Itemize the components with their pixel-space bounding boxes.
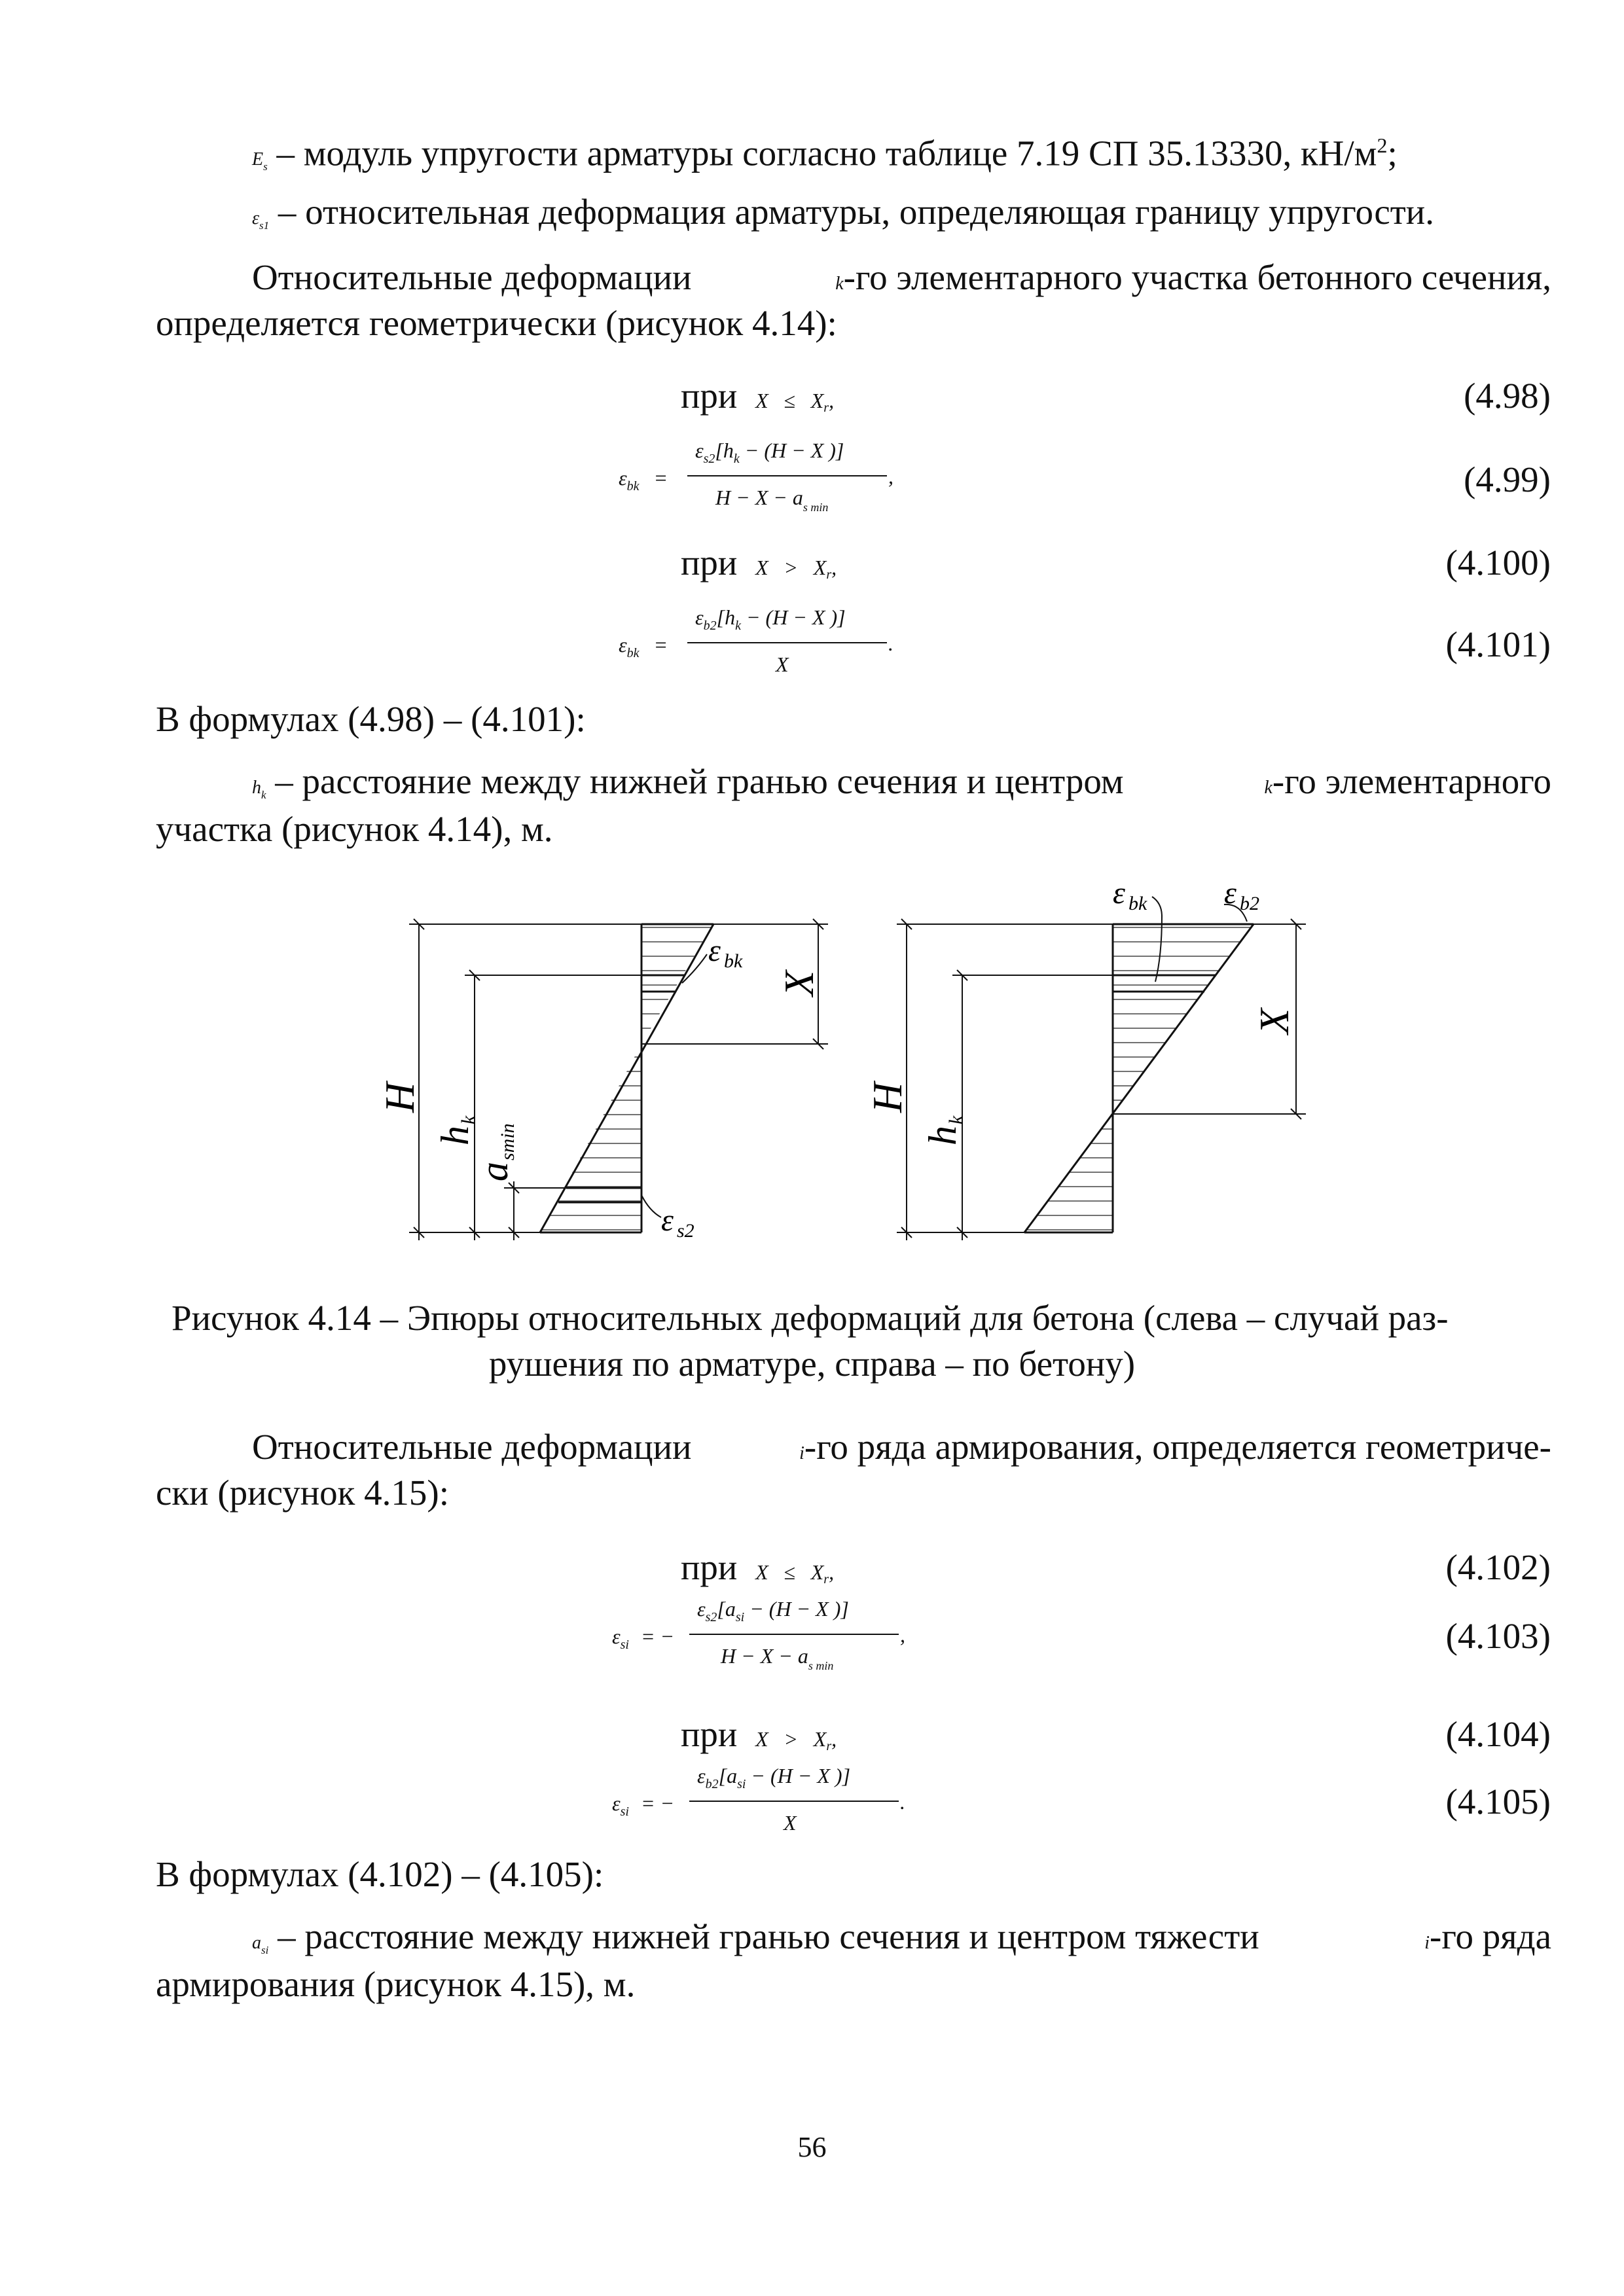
diagram-right xyxy=(864,877,1306,1240)
figure-4-14 xyxy=(367,877,1335,1270)
figure-caption-line2: рушения по арматуре, справа – по бетону) xyxy=(488,1344,1136,1384)
definition-es1 xyxy=(252,187,1434,251)
eq101: εbk = εb2[hk − (H − X )] . X xyxy=(619,605,893,676)
page-number: 56 xyxy=(797,2131,827,2163)
svg-text:b2: b2 xyxy=(1240,893,1259,914)
eq101-number: (4.101) xyxy=(1445,624,1551,664)
label-asmin: a xyxy=(473,1162,516,1181)
symbol-asi: $a_{si}$ xyxy=(252,1933,269,1956)
definition-es1-text: – относительная деформация арматуры, определяющая границу упругости. xyxy=(278,192,1434,232)
definition-es: $E_s$ – модуль упругости арматуры согласно таблице 7.19 СП 35.13330, $кН/м^2$; xyxy=(252,133,1398,173)
svg-text:k: k xyxy=(945,1115,967,1124)
svg-text:smin: smin xyxy=(497,1123,518,1160)
eq100-number: (4.100) xyxy=(1445,543,1551,583)
hk-definition-line2: участка (рисунок 4.14), м. xyxy=(156,809,553,849)
symbol-k: k xyxy=(835,274,844,294)
svg-text:bk: bk xyxy=(1128,893,1147,914)
eq102-number: (4.102) xyxy=(1445,1547,1551,1587)
eq100-condition: при X > Xr, xyxy=(681,543,837,583)
eq98-condition: при X ≤ Xr, xyxy=(681,376,835,416)
eq105-number: (4.105) xyxy=(1445,1782,1551,1821)
symbol-i: i xyxy=(799,1443,804,1463)
eq105: εsi = − εb2[asi − (H − X )] . X xyxy=(612,1764,905,1835)
label-X-left: X xyxy=(776,970,822,996)
figure-caption-line1: Рисунок 4.14 – Эпюры относительных деформаций для бетона (слева – случай раз- xyxy=(171,1298,1449,1338)
label-ebk-right: ε xyxy=(1113,877,1125,910)
label-hk-right: h xyxy=(921,1126,964,1145)
asi-definition-line1: $a_{si}$ – расстояние между нижней гранью сечения и центром тяжести i-го ряда xyxy=(252,1916,1551,1956)
label-ebk-left: ε xyxy=(708,933,721,968)
eq98-number: (4.98) xyxy=(1464,376,1551,416)
diagram-left xyxy=(376,919,828,1242)
eq104-number: (4.104) xyxy=(1445,1714,1551,1754)
eq99: εbk = εs2[hk − (H − X )] , H − X − as min xyxy=(619,439,893,514)
symbol-es1: $\varepsilon_{s1}$ xyxy=(252,208,270,232)
svg-text:k: k xyxy=(458,1115,479,1124)
symbol-hk: $h_k$ xyxy=(252,778,266,801)
label-eb2-right: ε xyxy=(1224,877,1236,910)
eq104-condition: при X > Xr, xyxy=(681,1714,837,1754)
label-X-right: X xyxy=(1251,1008,1297,1034)
definition-es-text: – модуль упругости арматуры согласно таблице 7.19 СП 35.13330, кН/м xyxy=(276,133,1377,173)
svg-text:bk: bk xyxy=(724,950,743,972)
para2-line1: Относительные деформации i-го ряда армирования, определяется геометриче- xyxy=(252,1427,1551,1467)
label-hk-left: h xyxy=(433,1126,477,1145)
label-H-left: H xyxy=(376,1082,423,1113)
eq102-condition: при X ≤ Xr, xyxy=(681,1547,835,1587)
label-es2-left: ε xyxy=(661,1203,674,1238)
symbol-es: $E_s$ xyxy=(252,149,268,173)
para1-line2: определяется геометрически (рисунок 4.14): xyxy=(156,303,837,343)
formulas-note-b: В формулах (4.102) – (4.105): xyxy=(156,1854,604,1894)
hk-definition-line1: $h_k$ – расстояние между нижней гранью сечения и центром k-го элементарного xyxy=(252,761,1551,801)
para2-line2: ски (рисунок 4.15): xyxy=(156,1473,450,1513)
para1-line1: Относительные деформации k-го элементарного участка бетонного сечения, xyxy=(252,257,1551,297)
eq103: εsi = − εs2[asi − (H − X )] , H − X − as min xyxy=(612,1597,905,1672)
label-H-right: H xyxy=(864,1082,911,1113)
svg-text:s2: s2 xyxy=(677,1220,695,1242)
eq99-number: (4.99) xyxy=(1464,459,1551,499)
eq103-number: (4.103) xyxy=(1445,1616,1551,1656)
asi-definition-line2: армирования (рисунок 4.15), м. xyxy=(156,1964,636,2004)
formulas-note-a: В формулах (4.98) – (4.101): xyxy=(156,699,586,739)
